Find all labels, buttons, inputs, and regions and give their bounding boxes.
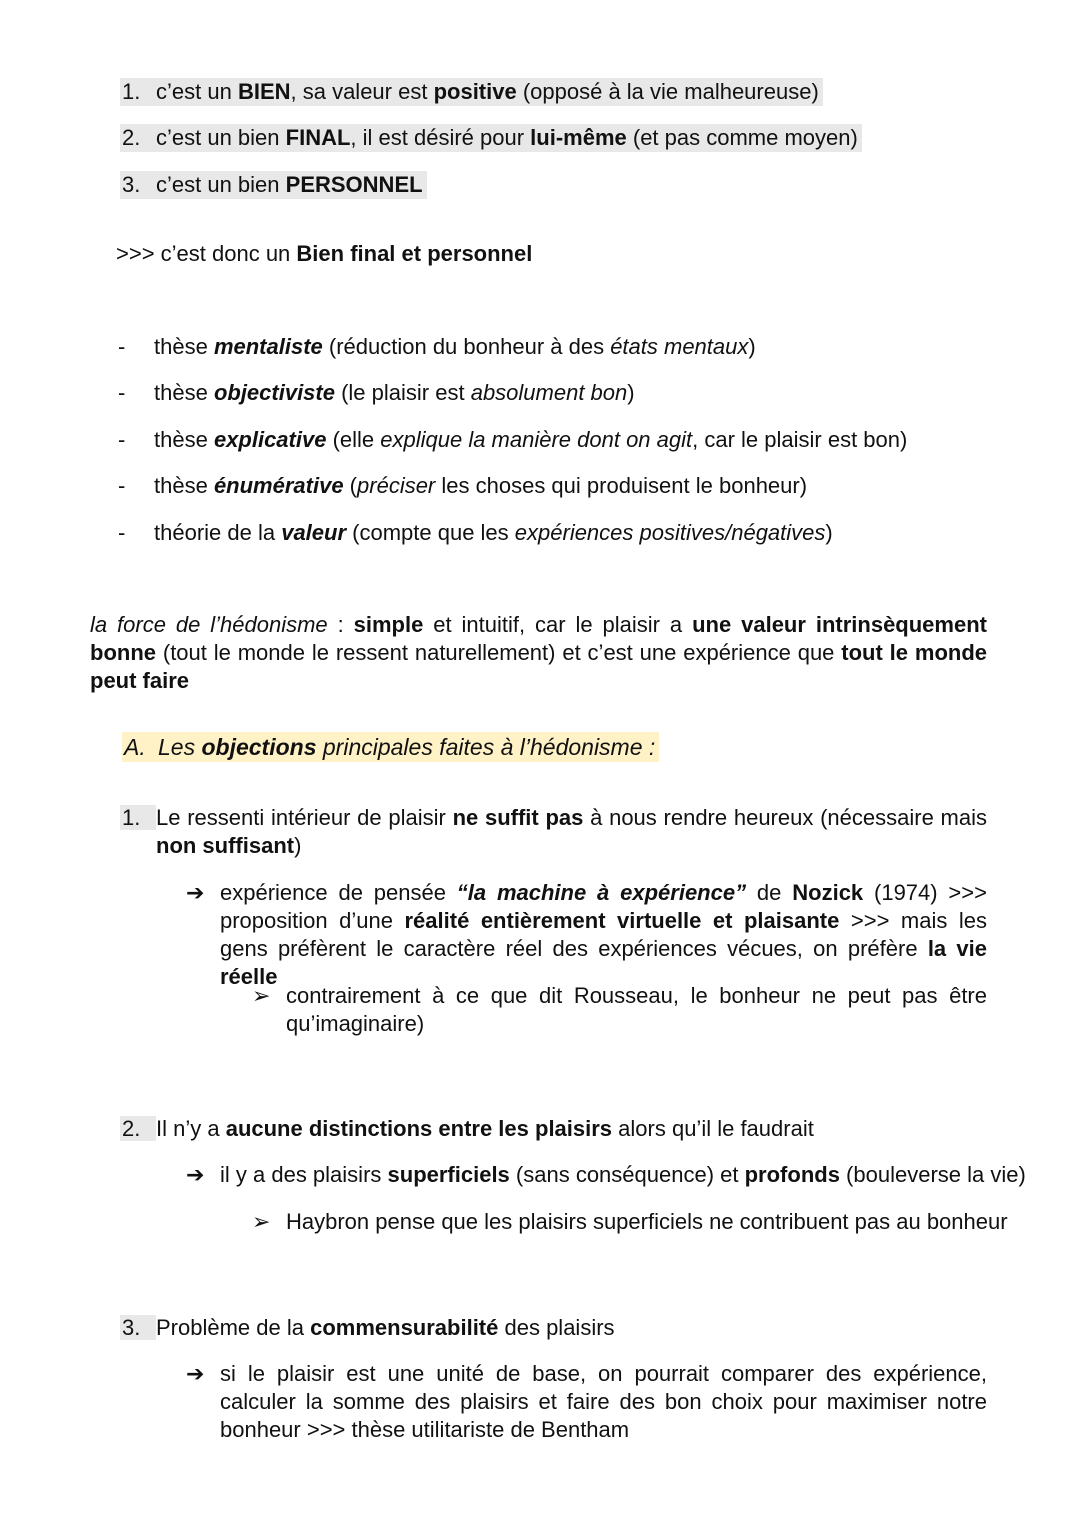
thesis-item — [118, 379, 635, 407]
thesis-item — [118, 333, 756, 361]
thesis-text: thèse énumérative (préciser les choses qui produisent le bonheur) — [154, 473, 808, 498]
objection-text: Le ressenti intérieur de plaisir ne suffit pas à nous rendre heureux (nécessaire mais non suffisant) — [156, 805, 987, 858]
arrow-text: expérience de pensée “la machine à expérience” de Nozick (1974) >>> proposition d’une réalité entièrement virtuelle et plaisante >>> mais les gens préfèrent le caractère réel des expériences vécues, on préfère la vie réelle — [220, 880, 988, 989]
item-number: 3. — [122, 1315, 141, 1340]
item-number: 2. — [122, 125, 141, 150]
list-item — [120, 171, 427, 199]
item-number: 1. — [122, 805, 141, 830]
arrow-icon: ➔ — [186, 1162, 205, 1187]
objection-item — [120, 804, 987, 860]
dash-bullet: - — [118, 427, 126, 452]
objection-item — [120, 1314, 615, 1342]
thesis-item — [118, 426, 907, 454]
item-number: 1. — [122, 79, 141, 104]
objection-text: Il n’y a aucune distinctions entre les plaisirs alors qu’il le faudrait — [156, 1116, 814, 1141]
arrow-icon: ➔ — [186, 880, 205, 905]
dash-bullet: - — [118, 520, 126, 545]
list-item — [120, 78, 823, 106]
list-item — [120, 124, 862, 152]
dash-bullet: - — [118, 334, 126, 359]
arrow-point — [186, 1360, 987, 1444]
section-heading: A. Les objections principales faites à l’hédonisme : — [122, 732, 659, 762]
sub-point — [252, 1208, 1008, 1236]
conclusion-line: >>> c’est donc un Bien final et personnel — [116, 241, 533, 266]
arrow-text: si le plaisir est une unité de base, on pourrait comparer des expérience, calculer la somme des plaisirs et faire des bon choix pour maximiser notre bonheur >>> thèse utilitariste de Bentham — [220, 1361, 987, 1442]
item-text: c’est un bien PERSONNEL — [156, 171, 427, 199]
thesis-item — [118, 472, 807, 500]
thesis-item — [118, 519, 833, 547]
arrow-icon: ➔ — [186, 1361, 205, 1386]
objection-item — [120, 1115, 814, 1143]
thesis-text: thèse explicative (elle explique la manière dont on agit, car le plaisir est bon) — [154, 427, 908, 452]
arrow-point — [186, 879, 987, 991]
force-paragraph: la force de l’hédonisme : simple et intuitif, car le plaisir a une valeur intrinsèquement bonne (tout le monde le ressent naturellement) et c’est une expérience que tout le monde peut faire — [90, 612, 987, 693]
thesis-text: thèse mentaliste (réduction du bonheur à des états mentaux) — [154, 334, 756, 359]
item-number: 2. — [122, 1116, 141, 1141]
arrow-point — [186, 1161, 1026, 1189]
sub-arrow-icon: ➢ — [252, 983, 271, 1008]
thesis-text: théorie de la valeur (compte que les expériences positives/négatives) — [154, 520, 833, 545]
dash-bullet: - — [118, 473, 126, 498]
sub-point-text: Haybron pense que les plaisirs superficiels ne contribuent pas au bonheur — [286, 1209, 1008, 1234]
dash-bullet: - — [118, 380, 126, 405]
item-number: 3. — [122, 172, 141, 197]
sub-point-text: contrairement à ce que dit Rousseau, le bonheur ne peut pas être qu’imaginaire) — [286, 983, 987, 1036]
objection-text: Problème de la commensurabilité des plaisirs — [156, 1315, 615, 1340]
thesis-text: thèse objectiviste (le plaisir est absolument bon) — [154, 380, 635, 405]
section-letter: A. — [124, 734, 146, 760]
item-text: c’est un BIEN, sa valeur est positive (opposé à la vie malheureuse) — [156, 78, 823, 106]
sub-arrow-icon: ➢ — [252, 1209, 271, 1234]
arrow-text: il y a des plaisirs superficiels (sans conséquence) et profonds (bouleverse la vie) — [220, 1162, 1026, 1187]
sub-point — [252, 982, 987, 1038]
item-text: c’est un bien FINAL, il est désiré pour lui-même (et pas comme moyen) — [156, 124, 862, 152]
